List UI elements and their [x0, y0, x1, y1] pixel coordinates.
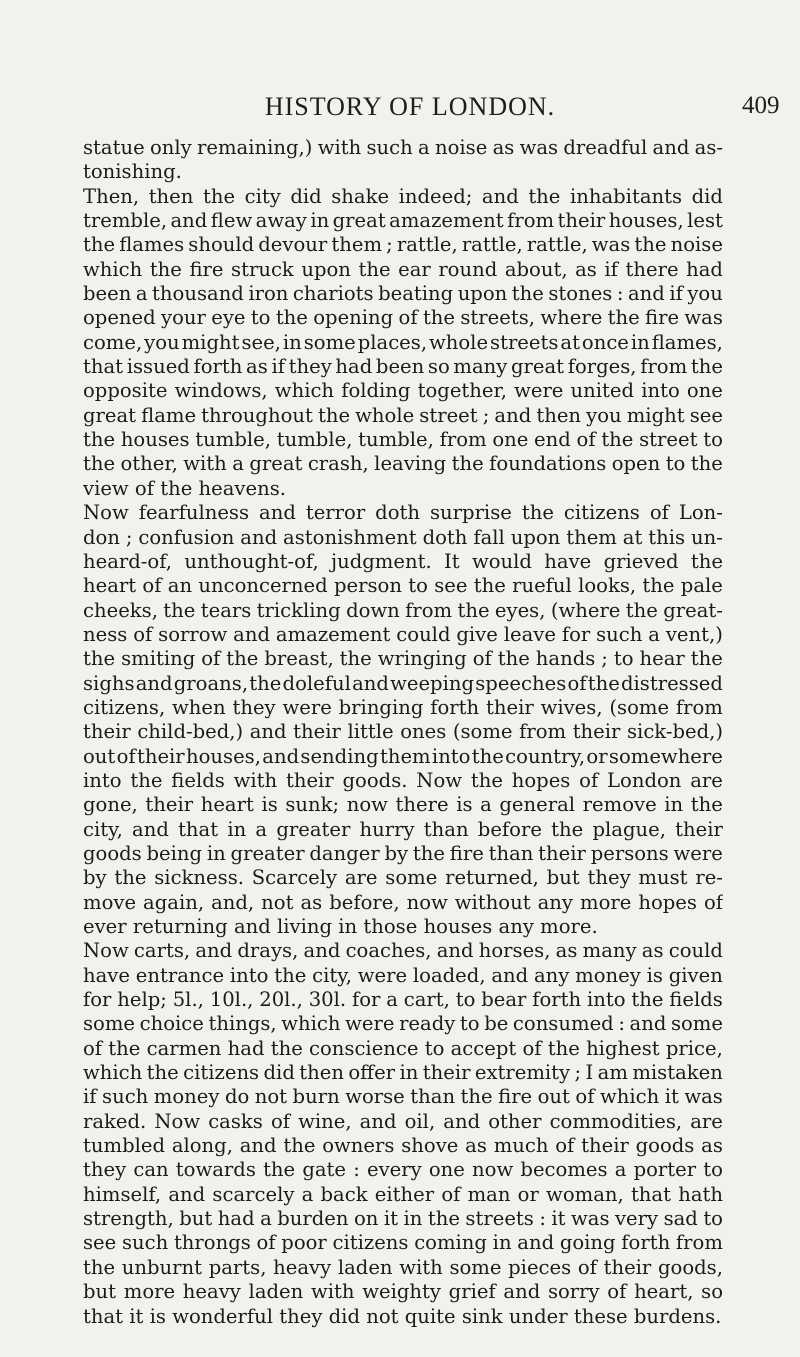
text-line: which the fire struck upon the ear round about, as if there had	[83, 257, 723, 281]
text-line: strength, but had a burden on it in the streets : it was very sad to	[83, 1207, 723, 1231]
text-line: that it is wonderful they did not quite sink under these burdens.	[83, 1304, 722, 1328]
text-line: some choice things, which were ready to be consumed : and some	[83, 1012, 723, 1036]
text-line: been a thousand iron chariots beating upon the stones : and if you	[83, 282, 723, 306]
text-line: but more heavy laden with weighty grief and sorry of heart, so	[83, 1280, 723, 1304]
text-line: if such money do not burn worse than the fire out of which it was	[83, 1085, 723, 1109]
text-line: citizens, when they were bringing forth their wives, (some from	[83, 695, 723, 719]
text-line: Now carts, and drays, and coaches, and horses, as many as could	[83, 939, 723, 963]
text-line: tumbled along, and the owners shove as much of their goods as	[83, 1134, 723, 1158]
text-line: for help; 5l., 10l., 20l., 30l. for a cart, to bear forth into the fields	[83, 988, 723, 1012]
text-line: the smiting of the breast, the wringing of the hands ; to hear the	[83, 647, 723, 671]
text-line: sighs and groans, the doleful and weeping speeches of the distressed	[83, 671, 723, 695]
text-line: the houses tumble, tumble, tumble, from one end of the street to	[83, 428, 723, 452]
text-line: into the fields with their goods. Now the hopes of London are	[83, 768, 723, 792]
text-line: the other, with a great crash, leaving the foundations open to the	[83, 452, 723, 476]
text-line: himself, and scarcely a back either of man or woman, that hath	[83, 1182, 723, 1206]
text-line: move again, and, not as before, now without any more hopes of	[83, 890, 723, 914]
text-line: which the citizens did then offer in their extremity ; I am mistaken	[83, 1061, 723, 1085]
text-line: heart of an unconcerned person to see the rueful looks, the pale	[83, 574, 723, 598]
text-line: raked. Now casks of wine, and oil, and other commodities, are	[83, 1109, 723, 1133]
text-line: come, you might see, in some places, whole streets at once in flames,	[83, 330, 723, 354]
text-line: tonishing.	[83, 160, 182, 184]
text-line: goods being in greater danger by the fire than their persons were	[83, 841, 723, 865]
page-number: 409	[742, 92, 780, 119]
text-line: ness of sorrow and amazement could give leave for such a vent,)	[83, 622, 723, 646]
text-line: heard-of, unthought-of, judgment. It would have grieved the	[83, 549, 723, 573]
text-line: the unburnt parts, heavy laden with some pieces of their goods,	[83, 1255, 723, 1279]
text-line: view of the heavens.	[83, 476, 286, 500]
text-line: out of their houses, and sending them into the country, or somewhere	[83, 744, 723, 768]
text-line: city, and that in a greater hurry than before the plague, their	[83, 817, 723, 841]
text-line: by the sickness. Scarcely are some returned, but they must re-	[83, 866, 723, 890]
text-line: opened your eye to the opening of the streets, where the fire was	[83, 306, 723, 330]
body-text	[83, 136, 723, 1329]
text-line: the flames should devour them ; rattle, rattle, rattle, was the noise	[83, 233, 723, 257]
text-line: cheeks, the tears trickling down from the eyes, (where the great-	[83, 598, 723, 622]
text-line: ever returning and living in those houses any more.	[83, 915, 598, 938]
text-line: opposite windows, which folding together, were united into one	[83, 379, 723, 403]
text-line: have entrance into the city, were loaded, and any money is given	[83, 963, 723, 987]
running-header: HISTORY OF LONDON.	[264, 92, 556, 121]
text-line: Then, then the city did shake indeed; and the inhabitants did	[83, 184, 723, 208]
text-line: great flame throughout the whole street ; and then you might see	[83, 403, 723, 427]
text-line: Now fearfulness and terror doth surprise the citizens of Lon-	[83, 501, 723, 525]
text-line: see such throngs of poor citizens coming in and going forth from	[83, 1231, 723, 1255]
text-line: their child-bed,) and their little ones (some from their sick-bed,)	[83, 720, 723, 744]
text-line: they can towards the gate : every one now becomes a porter to	[83, 1158, 723, 1182]
text-line: gone, their heart is sunk; now there is a general remove in the	[83, 793, 723, 817]
text-line: statue only remaining,) with such a noise as was dreadful and as-	[83, 136, 723, 159]
text-line: of the carmen had the conscience to accept of the highest price,	[83, 1036, 723, 1060]
text-line: tremble, and flew away in great amazement from their houses, lest	[83, 209, 723, 233]
text-line: don ; confusion and astonishment doth fall upon them at this un-	[83, 525, 723, 549]
text-line: that issued forth as if they had been so many great forges, from the	[83, 355, 723, 379]
